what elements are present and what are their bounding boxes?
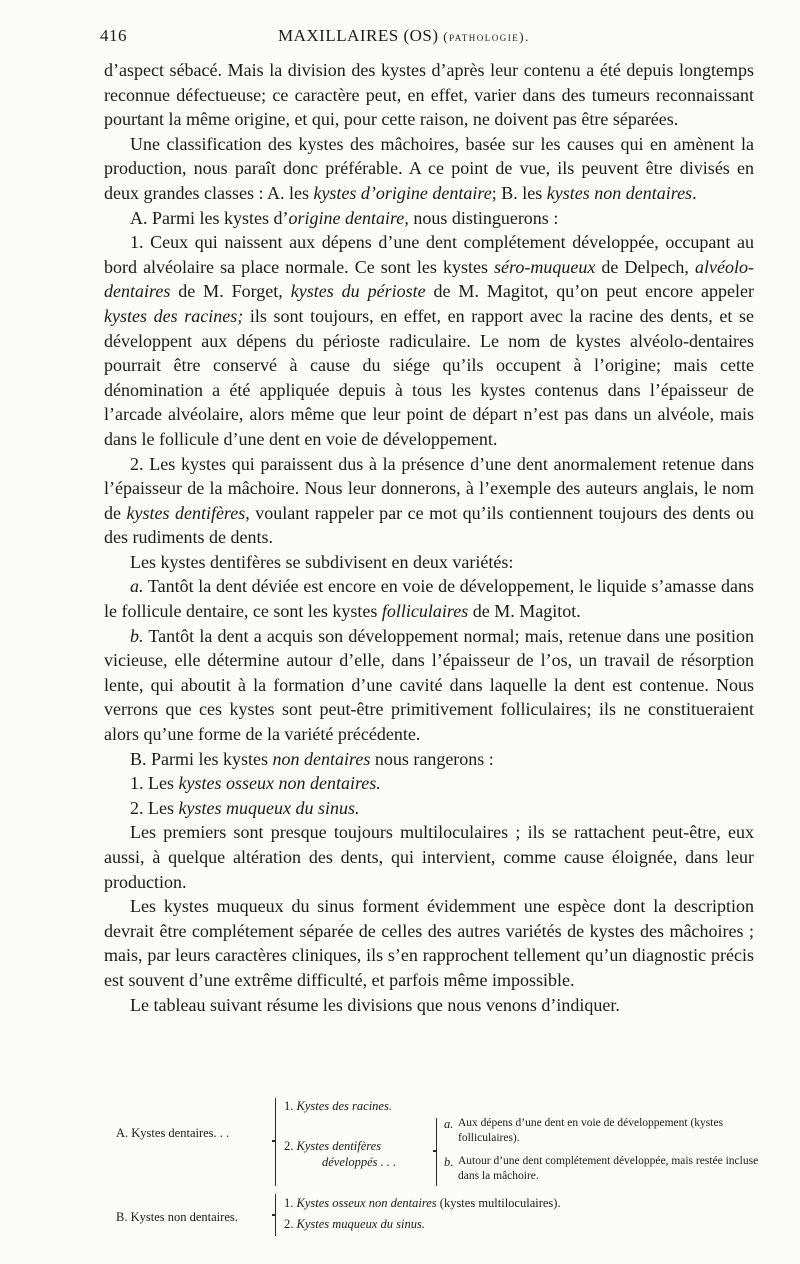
table-label-a: A. Kystes dentaires. . . [116, 1126, 230, 1140]
table-label-b: B. Kystes non dentaires. [116, 1210, 238, 1224]
brace-a [275, 1098, 276, 1186]
running-subtitle: (pathologie). [443, 29, 530, 44]
table-item-b1: 1. Kystes osseux non dentaires (kystes multiloculaires). [284, 1196, 561, 1210]
paragraph: 1. Ceux qui naissent aux dépens d’une dent complétement développée, occupant au bord alvéolaire sa place normale. Ce sont les kystes séro-muqueux de Delpech, alvéolo-dentaires de M. Forget, kystes du périoste de M. Magitot, qu’on peut encore appeler kystes des racines; ils sont toujours, en effet, en rapport avec la racine des dents, et se développent aux dépens du périoste radiculaire. Le nom de kystes alvéolo-dentaires pourrait être conservé à cause du siége qu’ils occupent à l’origine; mais cette dénomination a été appliquée depuis à tous les kystes contenus dans l’épaisseur de l’arcade alvéolaire, alors même que leur point de départ n’est pas dans un alvéole, mais dans le follicule d’une dent en voie de développement. [104, 232, 755, 449]
table-item-a2-line2: développés . . . [322, 1155, 397, 1169]
paragraph: B. Parmi les kystes non dentaires nous rangerons : [130, 748, 494, 769]
brace-a2 [436, 1118, 437, 1186]
paragraph: 1. Les kystes osseux non dentaires. [130, 773, 381, 794]
paragraph: Les premiers sont presque toujours multiloculaires ; ils se rattachent peut-être, eux aussi, à quelque altération des dents, qui intervient, comme cause éloignée, dans leur production. [104, 822, 754, 892]
table-item-a2: 2. Kystes dentifères [284, 1139, 382, 1153]
summary-table [104, 1094, 764, 1254]
brace-a-tip [272, 1140, 276, 1142]
paragraph: Les kystes muqueux du sinus forment évidemment une espèce dont la description devrait être complétement séparée de celles des autres variétés de kystes des mâchoires ; mais, par leurs caractères cliniques, ils s’en rapprochent tellement qu’un diagnostic précis est souvent d’une extrême difficulté, et parfois même impossible. [104, 896, 754, 990]
paragraph: A. Parmi les kystes d’origine dentaire, nous distinguerons : [130, 207, 559, 228]
brace-b-tip [272, 1214, 276, 1216]
table-item-a2a: a. [444, 1117, 454, 1131]
table-item-a1: 1. Kystes des racines. [284, 1099, 392, 1113]
table-item-a2b: b. [444, 1155, 454, 1169]
running-title: MAXILLAIRES (OS) (pathologie). [278, 26, 530, 45]
paragraph: 2. Les kystes muqueux du sinus. [130, 797, 360, 818]
paragraph: a. Tantôt la dent déviée est encore en voie de développement, le liquide s’amasse dans le follicule dentaire, ce sont les kystes folliculaires de M. Magitot. [104, 576, 754, 622]
table-item-a2a-text: Aux dépens d’une dent en voie de développement (kystes folliculaires). [458, 1117, 724, 1144]
brace-a2-tip [433, 1150, 437, 1152]
paragraph: b. Tantôt la dent a acquis son développement normal; mais, retenue dans une position vicieuse, elle détermine autour d’elle, dans l’épaisseur de l’os, un travail de résorption lente, qui aboutit à la formation d’une cavité dans laquelle la dent est contenue. Nous verrons que ces kystes sont peut-être primitivement folliculaires; ils ne constitueraient alors qu’une forme de la variété précédente. [104, 625, 754, 745]
table-item-b2: 2. Kystes muqueux du sinus. [284, 1217, 425, 1231]
paragraph: 2. Les kystes qui paraissent dus à la présence d’une dent anormalement retenue dans l’épaisseur de la mâchoire. Nous leur donnerons, à l’exemple des auteurs anglais, le nom de kystes dentifères, voulant rappeler par ce mot qu’ils contiennent toujours des dents ou des rudiments de dents. [104, 453, 754, 548]
paragraph: Une classification des kystes des mâchoires, basée sur les causes qui en amènent la production, nous paraît donc préférable. A ce point de vue, ils peuvent être divisés en deux grandes classes : A. les kystes d’origine dentaire; B. les kystes non dentaires. [104, 133, 754, 203]
paragraph: Le tableau suivant résume les divisions que nous venons d’indiquer. [130, 994, 620, 1015]
page-number: 416 [100, 26, 127, 45]
running-header [100, 26, 760, 48]
table-item-a2b-text: Autour d’une dent complétement développée, mais restée incluse dans la mâchoire. [458, 1155, 759, 1182]
paragraph: d’aspect sébacé. Mais la division des kystes d’après leur contenu a été depuis longtemps reconnue défectueuse; ce caractère peut, en effet, varier dans des tumeurs reconnaissant pourtant la même origine, et qui, pour cette raison, ne doivent pas être séparées. [104, 60, 754, 130]
body-text [104, 58, 754, 1017]
paragraph: Les kystes dentifères se subdivisent en deux variétés: [130, 551, 514, 572]
